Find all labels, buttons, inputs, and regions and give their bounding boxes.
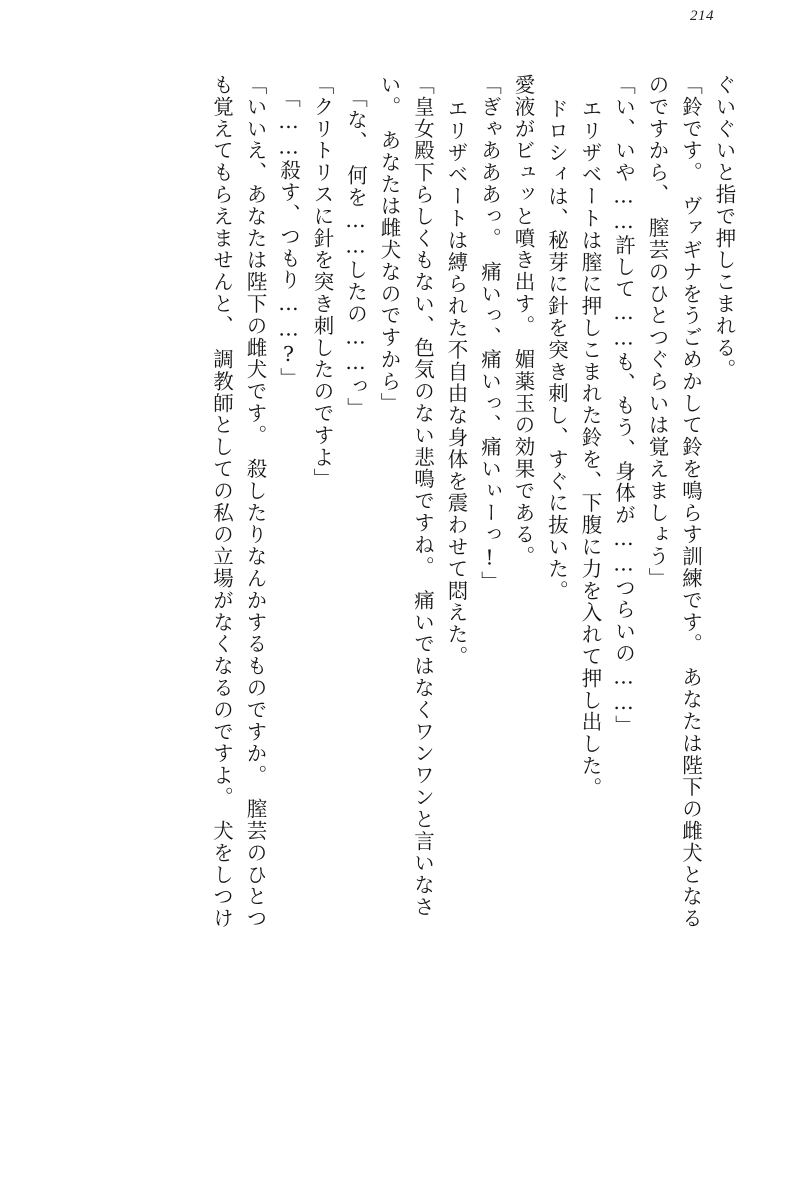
text-line: ぐいぐいと指で押しこまれる。 <box>712 74 736 381</box>
text-line: 「クリトリスに針を突き刺したのですよ」 <box>310 74 334 491</box>
text-line: 「いいえ、あなたは陛下の雌犬です。 殺したりなんかするものですか。 膣芸のひとつ <box>243 74 267 930</box>
vertical-text-body <box>40 74 734 1160</box>
text-line: 「ぎゃあああっ。 痛いっ、痛いっ、痛いぃーっ!」 <box>477 74 502 593</box>
text-line: 「……殺す、つもり……?」 <box>276 87 301 390</box>
text-line: い。 あなたは雌犬なのですから」 <box>377 74 401 415</box>
text-line: ドロシィは、秘芽に針を突き刺し、すぐに抜いた。 <box>544 98 569 602</box>
page-number: 214 <box>690 8 714 24</box>
text-line: 愛液がビュッと噴き出す。 媚薬玉の効果である。 <box>511 74 535 568</box>
text-line: エリザベートは膣に押しこまれた鈴を、下腹に力を入れて押し出した。 <box>578 98 602 799</box>
text-line: 「い、いや……許して……も、もう、身体が……つらいの……」 <box>611 74 636 738</box>
text-line: エリザベートは縛られた不自由な身体を震わせて悶えた。 <box>444 98 468 668</box>
text-line: 「鈴です。 ヴァギナをうごめかして鈴を鳴らす訓練です。 あなたは陛下の雌犬となる <box>678 74 703 930</box>
text-line: 「皇女殿下らしくもない、色気のない悲鳴ですね。 痛いではなくワンワンと言いなさ <box>410 74 435 918</box>
text-line: のですから、 膣芸のひとつぐらいは覚えましょう」 <box>645 74 669 590</box>
text-line: 「な、 何を……したの……っ」 <box>343 87 368 420</box>
text-line: も覚えてもらえませんと、 調教師としての私の立場がなくなるのですよ。 犬をしつけ <box>209 74 234 930</box>
